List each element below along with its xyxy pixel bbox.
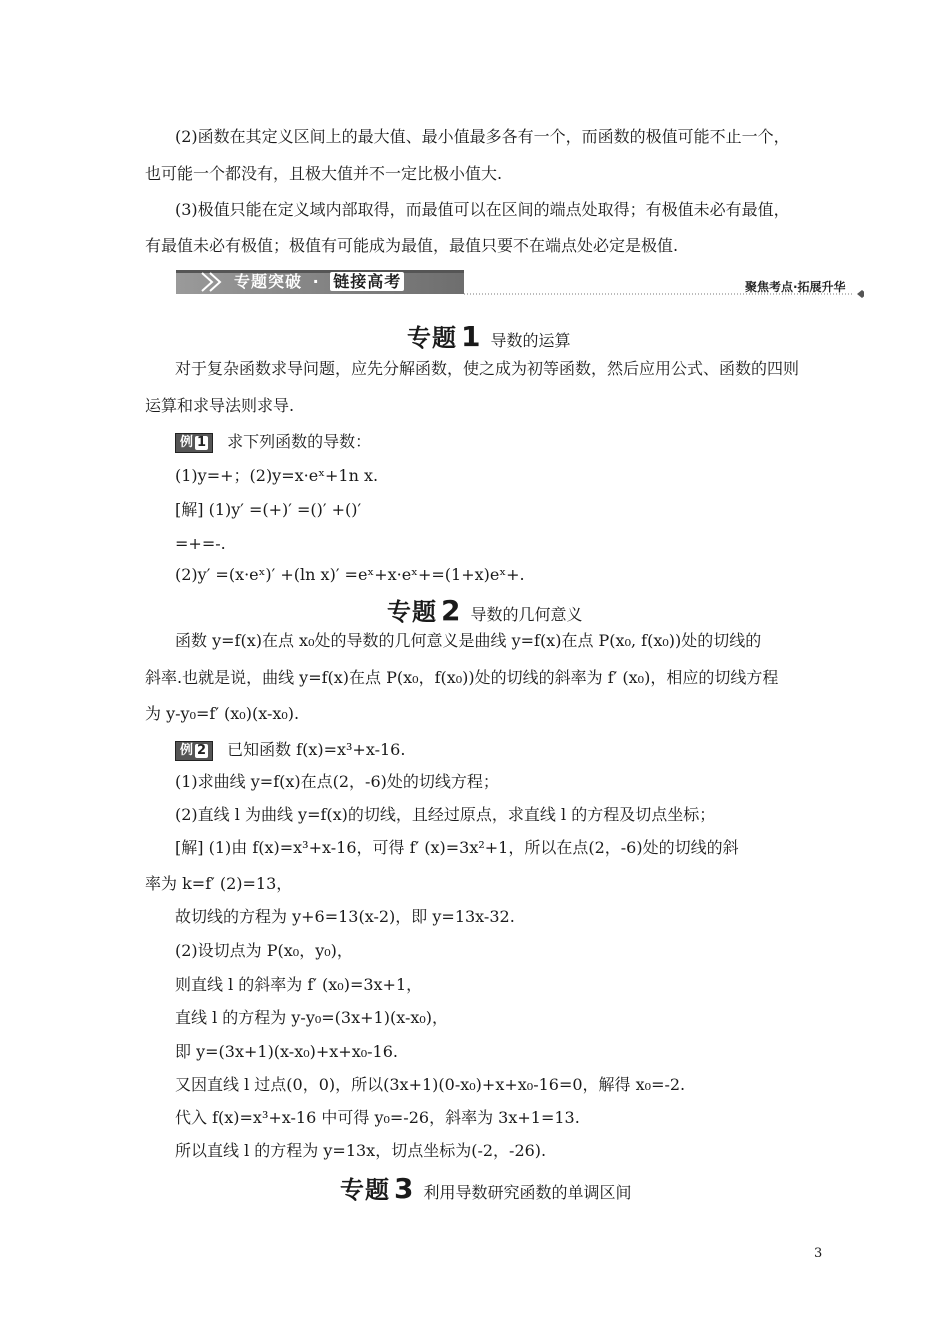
topic-2-label: 专题 xyxy=(387,598,437,626)
example-2-solution-line-3: 故切线的方程为 y+6=13(x-2)，即 y=13x-32. xyxy=(175,907,515,926)
example-2-solution-line-5: 则直线 l 的斜率为 f′ (x₀)=3x+1， xyxy=(175,975,423,994)
example-1-prompt: 求下列函数的导数： xyxy=(227,432,372,451)
example-2-solution-line-9: 代入 f(x)=x³+x-16 中可得 y₀=-26，斜率为 3x+1=13. xyxy=(175,1108,580,1127)
topic-2-desc-line-1: 函数 y=f(x)在点 x₀处的导数的几何意义是曲线 y=f(x)在点 P(x₀, f(x₀))处的切线的 xyxy=(175,631,762,650)
banner-left-text: 专题突破 xyxy=(234,272,303,291)
intro-paragraph-3-line-2: 有最值未必有极值；极值有可能成为最值，最值只要不在端点处必定是极值. xyxy=(145,236,679,255)
example-1-solution-line-3: (2)y′ =(x·eˣ)′ +(ln x)′ =eˣ+x·eˣ+=(1+x)eˣ+. xyxy=(175,565,525,584)
example-2-solution-line-4: (2)设切点为 P(x₀，y₀)， xyxy=(175,941,353,960)
banner-dot: · xyxy=(312,272,320,291)
example-2-solution-line-8: 又因直线 l 过点(0，0)，所以(3x+1)(0-x₀)+x+x₀-16=0，解得 x₀=-2. xyxy=(175,1075,686,1094)
example-2-solution-line-1: [解] (1)由 f(x)=x³+x-16，可得 f′ (x)=3x²+1，所以在点(2，-6)处的切线的斜 xyxy=(175,838,739,857)
example-2-badge: 例 2 xyxy=(175,741,213,761)
example-1-solution-line-2: =+=-. xyxy=(175,534,226,553)
topic-1-desc-line-1: 对于复杂函数求导问题，应先分解函数，使之成为初等函数，然后应用公式、函数的四则 xyxy=(175,359,800,378)
banner-right-text: 链接高考 xyxy=(330,272,404,291)
intro-paragraph-3-line-1: (3)极值只能在定义域内部取得，而最值可以在区间的端点处取得；有极值未必有最值， xyxy=(175,200,790,219)
topic-3-number: 3 xyxy=(394,1172,414,1205)
example-2-solution-line-10: 所以直线 l 的方程为 y=13x，切点坐标为(-2，-26). xyxy=(175,1141,547,1160)
topic-2-heading xyxy=(387,592,583,627)
page-number: 3 xyxy=(814,1246,823,1261)
topic-2-title: 导数的几何意义 xyxy=(470,605,583,624)
section-banner xyxy=(176,270,464,294)
topic-1-label: 专题 xyxy=(407,324,457,352)
topic-1-desc-line-2: 运算和求导法则求导. xyxy=(145,396,295,415)
example-1-parts: (1)y=+；(2)y=x·eˣ+1n x. xyxy=(175,466,379,485)
topic-1-number: 1 xyxy=(461,320,481,353)
example-2-question-2: (2)直线 l 为曲线 y=f(x)的切线，且经过原点，求直线 l 的方程及切点坐标； xyxy=(175,805,716,824)
example-1-badge: 例 1 xyxy=(175,433,213,453)
topic-2-number: 2 xyxy=(441,594,461,627)
intro-paragraph-2-line-2: 也可能一个都没有，且极大值并不一定比极小值大. xyxy=(145,164,503,183)
example-2-question-1: (1)求曲线 y=f(x)在点(2，-6)处的切线方程； xyxy=(175,772,499,791)
example-2-prompt: 已知函数 f(x)=x³+x-16. xyxy=(227,740,406,759)
topic-2-desc-line-3: 为 y-y₀=f′ (x₀)(x-x₀). xyxy=(145,704,300,723)
example-2-solution-line-6: 直线 l 的方程为 y-y₀=(3x+1)(x-x₀)， xyxy=(175,1008,449,1027)
banner-side-label: 聚焦考点·拓展升华 xyxy=(745,280,846,294)
diamond-icon xyxy=(857,290,864,298)
topic-2-desc-line-2: 斜率.也就是说，曲线 y=f(x)在点 P(x₀，f(x₀))处的切线的斜率为 f′ (x₀)，相应的切线方程 xyxy=(145,668,779,687)
example-1-solution-line-1: [解] (1)y′ =(+)′ =()′ +()′ xyxy=(175,500,362,519)
intro-paragraph-2-line-1: (2)函数在其定义区间上的最大值、最小值最多各有一个，而函数的极值可能不止一个， xyxy=(175,127,790,146)
topic-1-title: 导数的运算 xyxy=(490,331,571,350)
example-2-solution-line-7: 即 y=(3x+1)(x-x₀)+x+x₀-16. xyxy=(175,1042,399,1061)
topic-3-heading xyxy=(340,1170,632,1205)
example-1-prompt-line xyxy=(175,432,371,453)
topic-1-heading xyxy=(407,318,571,353)
example-2-solution-line-2: 率为 k=f′ (2)=13， xyxy=(145,874,293,893)
example-2-prompt-line xyxy=(175,740,405,761)
topic-3-label: 专题 xyxy=(340,1176,390,1204)
topic-3-title: 利用导数研究函数的单调区间 xyxy=(423,1183,632,1202)
banner-title xyxy=(234,270,404,294)
